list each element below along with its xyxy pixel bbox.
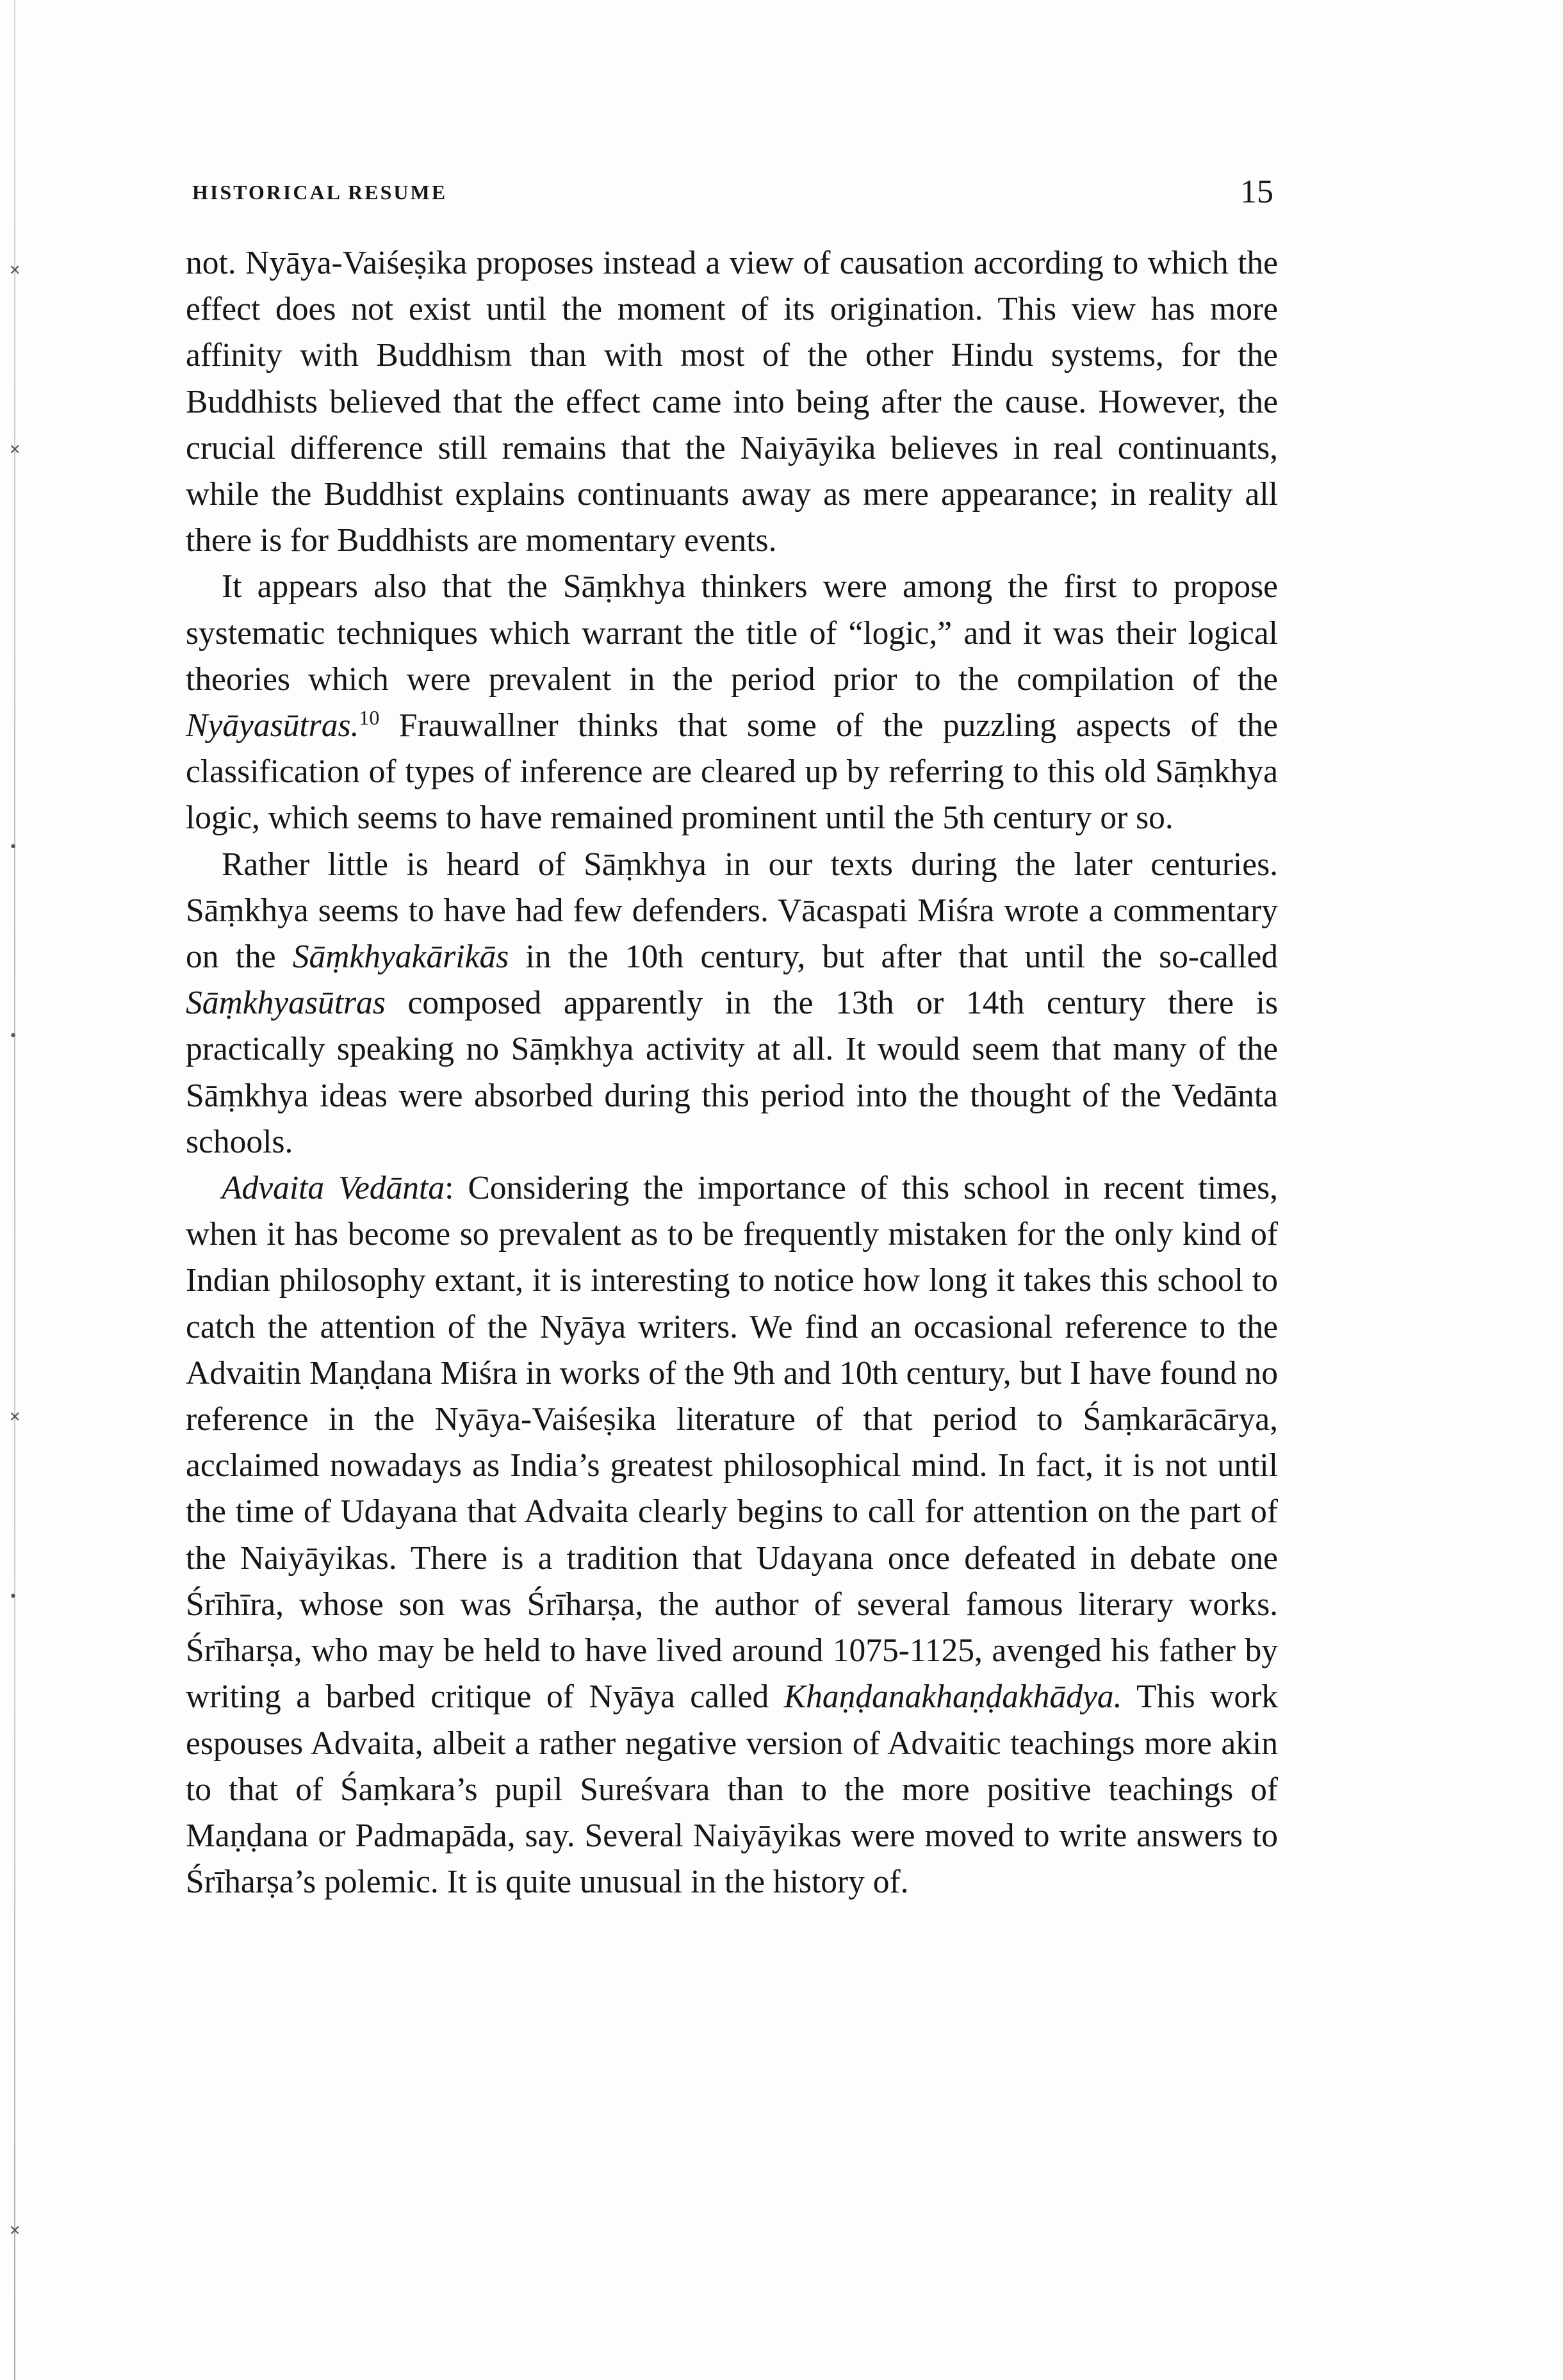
scan-artifact-mark: ✕ [9, 442, 21, 458]
text-run: composed apparently in the 13th or 14th century there is practically speaking no Sāṃkhya activity at all. It would seem that many of the Sāṃkhya ideas were absorbed during this period into the thought of the Vedānta schools. [186, 985, 1278, 1160]
paragraph [186, 1165, 1278, 1905]
running-head: HISTORICAL RESUME [192, 181, 448, 204]
italic-title: Sāṃkhyakārikās [292, 939, 509, 976]
page-number: 15 [1240, 174, 1273, 210]
paragraph [186, 842, 1278, 1165]
italic-title: Nyāyasūtras. [186, 707, 359, 744]
text-run: not. Nyāya-Vaiśeṣika proposes instead a view of causation according to which the effect does not exist until the moment of its origination. This view has more affinity with Buddhism than with most of the other Hindu systems, for the Buddhists believed that the effect came into being after the cause. However, the crucial difference still remains that the Naiyāyika believes in real continuants, while the Buddhist explains continuants away as mere appearance; in reality all there is for Buddhists are momentary events. [186, 245, 1278, 559]
text-run: in the 10th century, but after that until the so-called [509, 939, 1278, 976]
text-run: : Considering the importance of this school in recent times, when it has become so prevalent as to be frequently mistaken for the only kind of Indian philosophy extant, it is interesting to notice how long it takes this school to catch the attention of the Nyāya writers. We find an occasional reference to the Advaitin Maṇḍana Miśra in works of the 9th and 10th century, but I have found no reference in the Nyāya-Vaiśeṣika literature of that period to Śaṃkarācārya, acclaimed nowadays as India’s greatest philosophical mind. In fact, it is not until the time of Udayana that Advaita clearly begins to call for attention on the part of the Naiyāyikas. There is a tradition that Udayana once defeated in debate one Śrīhīra, whose son was Śrīharṣa, the author of several famous literary works. Śrīharṣa, who may be held to have lived around 1075-1125, avenged his father by writing a barbed critique of Nyāya called [186, 1170, 1278, 1716]
scan-artifact-mark: ✕ [9, 263, 21, 279]
scan-artifact-mark: • [9, 1589, 17, 1605]
text-run: Rather little is heard of Sāṃkhya in our texts during the later centuries. Sāṃkhya seems to have had few defenders. Vācaspati Miśra wrote a commentary on the [186, 846, 1278, 976]
binding-edge-line [14, 0, 15, 2380]
paragraph [186, 564, 1278, 841]
italic-title: Khaṇḍanakhaṇḍakhādya. [783, 1678, 1122, 1716]
text-run: Frauwallner thinks that some of the puzzling aspects of the classification of types of inference are cleared up by referring to this old Sāṃkhya logic, which seems to have remained prominent until the 5th century or so. [186, 707, 1278, 837]
text-run: It appears also that the Sāṃkhya thinkers were among the first to propose systematic techniques which warrant the title of “logic,” and it was their logical theories which were prevalent in the period prior to the compilation of the [186, 568, 1278, 698]
scan-artifact-mark: ✕ [9, 2223, 21, 2239]
scan-artifact-mark: • [9, 839, 17, 855]
text-run: This work espouses Advaita, albeit a rather negative version of Advaitic teachings more akin to that of Śaṃkara’s pupil Sureśvara than to the more positive teachings of Maṇḍana or Padmapāda, say. Several Naiyāyikas were moved to write answers to Śrīharṣa’s polemic. It is quite unusual in the history of. [186, 1678, 1278, 1901]
body-text [186, 240, 1278, 1905]
paragraph [186, 240, 1278, 564]
scan-artifact-mark: ✕ [9, 1409, 21, 1425]
footnote-marker: 10 [359, 705, 380, 729]
italic-title: Advaita Vedānta [222, 1170, 445, 1207]
scan-artifact-mark: • [9, 1028, 17, 1044]
italic-title: Sāṃkhyasūtras [186, 985, 386, 1022]
